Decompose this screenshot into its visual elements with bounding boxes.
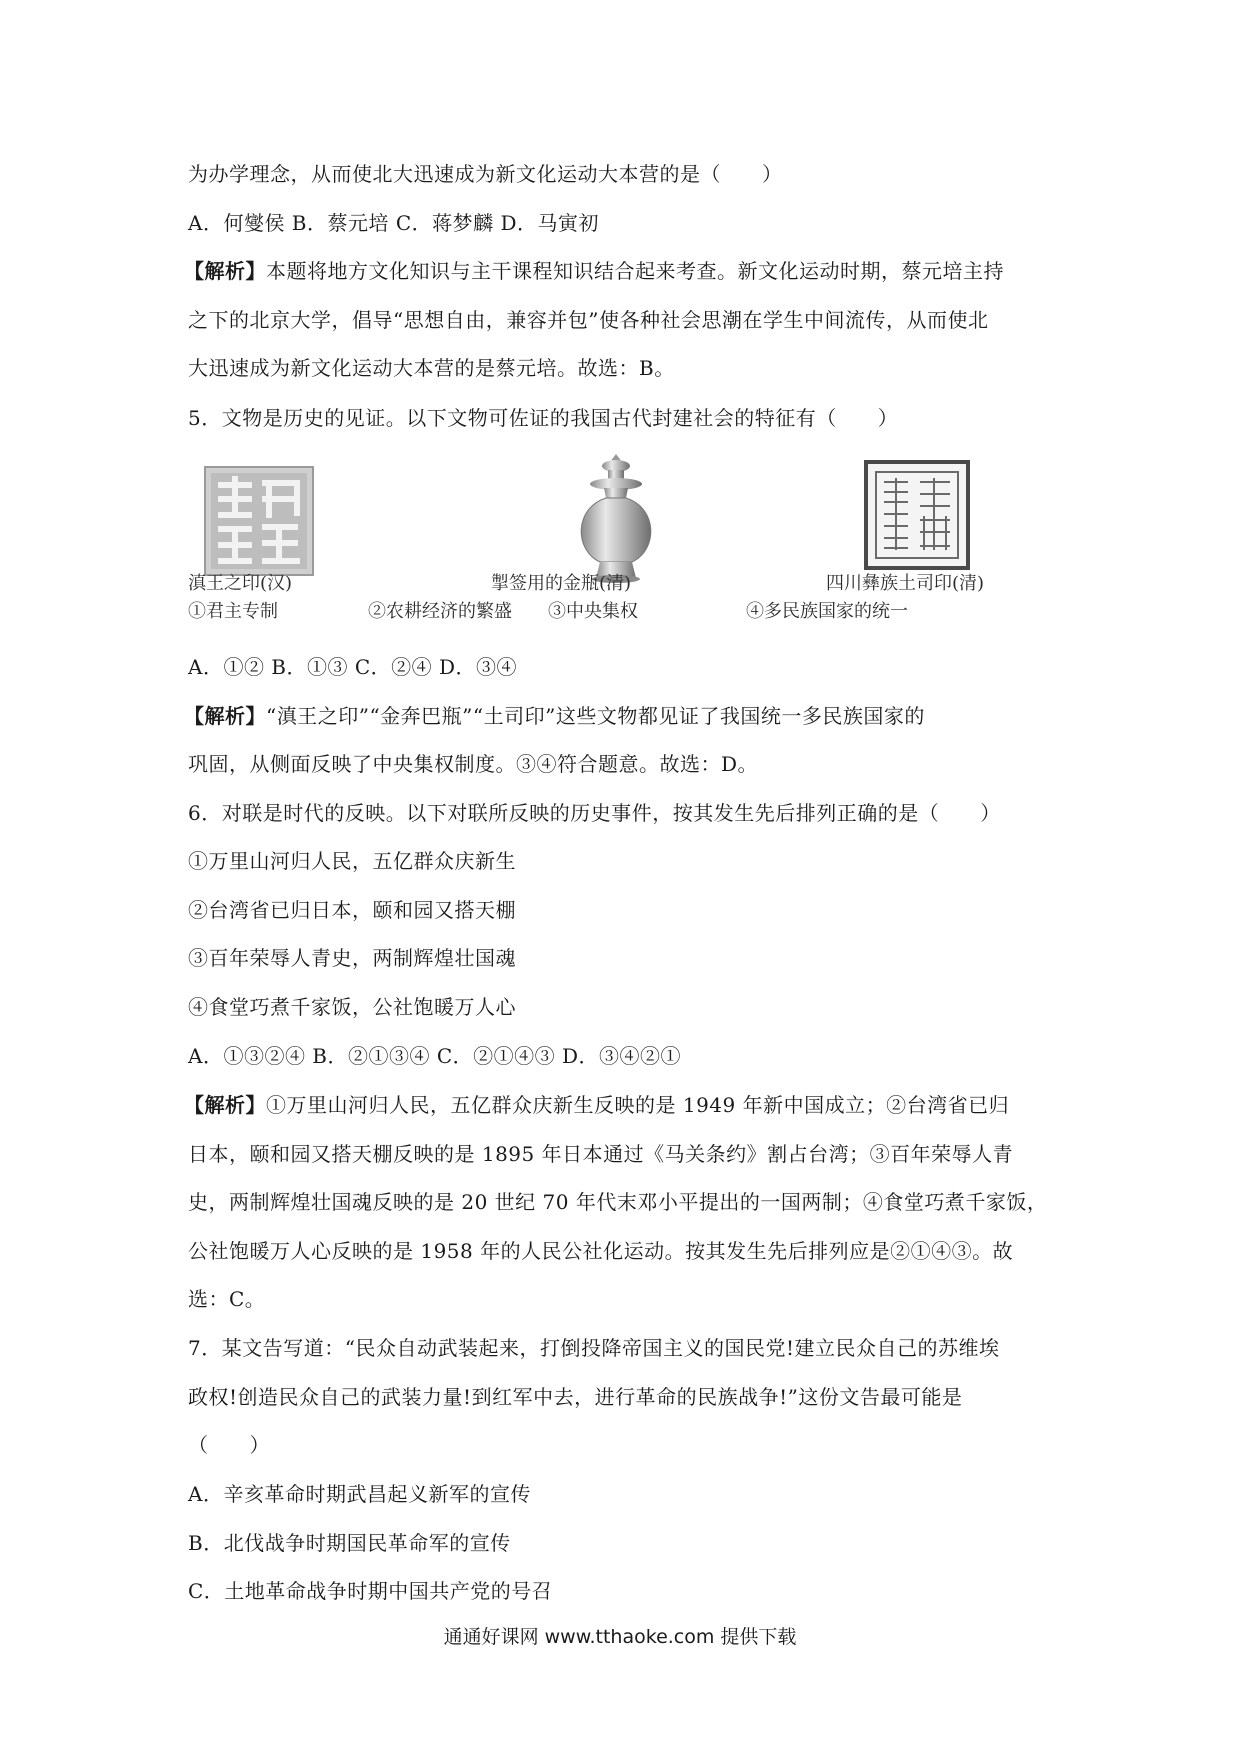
q4-analysis-line-1 xyxy=(184,257,1004,285)
q6-analysis-line-5: 选：C。 xyxy=(188,1287,266,1311)
q4-analysis-line-2: 之下的北京大学，倡导“思想自由，兼容并包”使各种社会思潮在学生中间流传，从而使北 xyxy=(188,308,989,332)
q4-stem-tail: 为办学理念，从而使北大迅速成为新文化运动大本营的是（ ） xyxy=(188,162,783,186)
q7-stem-line-1: 7．某文告写道：“民众自动武装起来，打倒投降帝国主义的国民党!建立民众自己的苏维埃 xyxy=(188,1336,1000,1360)
q6-analysis-line-4: 公社饱暖万人心反映的是 1958 年的人民公社化运动。按其发生先后排列应是②①④③。故 xyxy=(188,1239,1014,1263)
q7-stem-line-2: 政权!创造民众自己的武装力量!到红军中去，进行革命的民族战争!”这份文告最可能是 xyxy=(188,1385,963,1409)
caption-golden-vase: 掣签用的金瓶(清) xyxy=(491,573,632,594)
analysis-label: 【解析】 xyxy=(184,259,266,283)
q7-option-b: B．北伐战争时期国民革命军的宣传 xyxy=(188,1531,511,1555)
q7-option-c: C．土地革命战争时期中国共产党的号召 xyxy=(188,1579,553,1603)
figure-option-labels: ①君主专制 ②农耕经济的繁盛 ③中央集权 ④多民族国家的统一 xyxy=(188,601,908,622)
q6-analysis-line-2: 日本，颐和园又搭天棚反映的是 1895 年日本通过《马关条约》割占台湾；③百年荣辱人青 xyxy=(188,1142,1014,1166)
caption-dian-king-seal: 滇王之印(汉) xyxy=(188,573,293,594)
q5-stem: 5．文物是历史的见证。以下文物可佐证的我国古代封建社会的特征有（ ） xyxy=(188,406,899,430)
caption-tusi-seal: 四川彝族土司印(清) xyxy=(826,573,985,594)
analysis-label: 【解析】 xyxy=(184,704,266,728)
page-footer: 通通好课网 www.tthaoke.com 提供下载 xyxy=(443,1626,797,1648)
analysis-label: 【解析】 xyxy=(184,1093,266,1117)
tusi-seal-image xyxy=(864,460,970,572)
q6-item-3: ③百年荣辱人青史，两制辉煌壮国魂 xyxy=(188,946,516,970)
q6-item-2: ②台湾省已归日本，颐和园又搭天棚 xyxy=(188,898,516,922)
q4-options: A．何燮侯 B．蔡元培 C．蒋梦麟 D．马寅初 xyxy=(188,211,600,235)
q5-figure xyxy=(188,455,1068,635)
q6-analysis-line-1 xyxy=(184,1091,1009,1119)
q6-stem: 6．对联是时代的反映。以下对联所反映的历史事件，按其发生先后排列正确的是（ ） xyxy=(188,801,1001,825)
q6-analysis-line-3: 史，两制辉煌壮国魂反映的是 20 世纪 70 年代末邓小平提出的一国两制；④食堂巧煮千家饭， xyxy=(188,1190,1048,1214)
q6-item-4: ④食堂巧煮千家饭，公社饱暖万人心 xyxy=(188,995,516,1019)
q4-analysis-line-3: 大迅速成为新文化运动大本营的是蔡元培。故选：B。 xyxy=(188,356,675,380)
q7-stem-line-3: （ ） xyxy=(188,1433,270,1457)
q6-options: A．①③②④ B．②①③④ C．②①④③ D．③④②① xyxy=(188,1044,682,1068)
analysis-text: “滇王之印”“金奔巴瓶”“土司印”这些文物都见证了我国统一多民族国家的 xyxy=(266,704,925,728)
q5-analysis-line-2: 巩固，从侧面反映了中央集权制度。③④符合题意。故选：D。 xyxy=(188,752,759,776)
q7-option-a: A．辛亥革命时期武昌起义新军的宣传 xyxy=(188,1482,531,1506)
golden-vase-image xyxy=(556,450,676,590)
analysis-text: 本题将地方文化知识与主干课程知识结合起来考查。新文化运动时期，蔡元培主持 xyxy=(266,259,1004,283)
dian-king-seal-image xyxy=(203,465,315,577)
q5-options: A．①② B．①③ C．②④ D．③④ xyxy=(188,655,518,679)
q5-analysis-line-1 xyxy=(184,702,925,730)
q6-item-1: ①万里山河归人民，五亿群众庆新生 xyxy=(188,849,516,873)
analysis-text: ①万里山河归人民，五亿群众庆新生反映的是 1949 年新中国成立；②台湾省已归 xyxy=(266,1093,1010,1117)
